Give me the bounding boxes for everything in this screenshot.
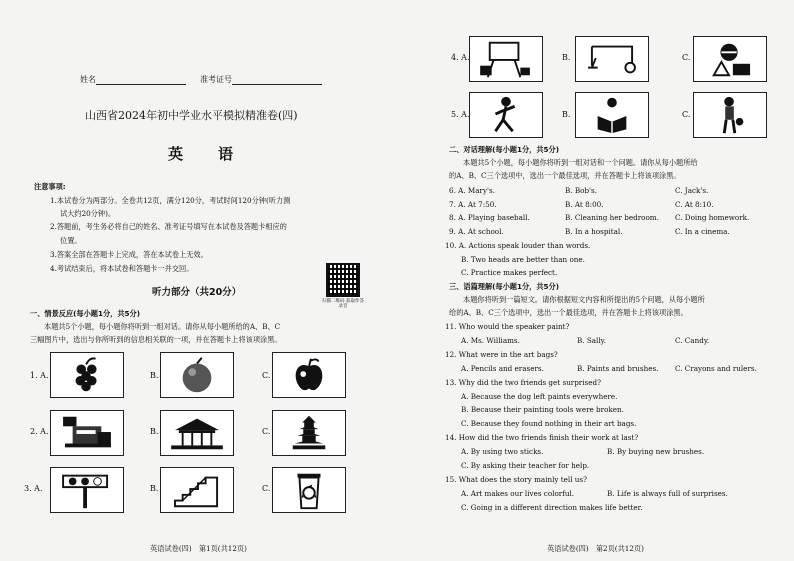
option-picture[interactable] bbox=[160, 352, 234, 398]
row-label: 1. A. bbox=[30, 371, 49, 380]
name-blank[interactable] bbox=[96, 76, 186, 85]
row-label: 4. A. bbox=[451, 53, 470, 62]
row-label: C. bbox=[682, 110, 691, 119]
q11-option-b[interactable]: B. Sally. bbox=[577, 336, 607, 345]
q6-option-c[interactable]: C. Jack's. bbox=[675, 186, 709, 195]
q10-option-a[interactable]: 10. A. Actions speak louder than words. bbox=[445, 241, 591, 250]
q12-option-a[interactable]: A. Pencils and erasers. bbox=[461, 364, 544, 373]
page-footer: 英语试卷(四) 第2页(共12页) bbox=[547, 544, 644, 553]
option-picture[interactable] bbox=[693, 92, 767, 138]
q13-option-a[interactable]: A. Because the dog left paints everywhere. bbox=[461, 392, 618, 401]
q14-option-b[interactable]: B. By buying new brushes. bbox=[607, 447, 705, 456]
drawing-board-icon bbox=[470, 37, 542, 81]
option-picture[interactable] bbox=[50, 467, 124, 513]
option-picture[interactable] bbox=[272, 410, 346, 456]
factory-machine-icon bbox=[51, 411, 123, 455]
exam-no-label: 准考证号 bbox=[200, 75, 232, 84]
row-label: C. bbox=[262, 371, 271, 380]
reading-girl-icon bbox=[576, 93, 648, 137]
exam-title: 山西省2024年初中学业水平模拟精准卷(四) bbox=[85, 109, 298, 122]
q15-option-c[interactable]: C. Going in a different direction makes life better. bbox=[461, 503, 643, 512]
q11-question: 11. Who would the speaker paint? bbox=[445, 322, 570, 331]
temple-icon bbox=[161, 411, 233, 455]
row-label: 5. A. bbox=[451, 110, 470, 119]
q13-question: 13. Why did the two friends get surprised? bbox=[445, 378, 601, 387]
option-picture[interactable] bbox=[160, 410, 234, 456]
section1-desc: 三幅图片中，选出与你所听到的信息相关联的一项，并在答题卡上将该项涂黑。 bbox=[30, 335, 282, 344]
q8-option-a[interactable]: 8. A. Playing baseball. bbox=[449, 213, 530, 222]
q11-option-c[interactable]: C. Candy. bbox=[675, 336, 710, 345]
apple-icon bbox=[273, 353, 345, 397]
q7-option-b[interactable]: B. At 8:00. bbox=[565, 200, 604, 209]
name-label: 姓名 bbox=[80, 75, 96, 84]
q7-option-c[interactable]: C. At 8:10. bbox=[675, 200, 714, 209]
option-picture[interactable] bbox=[575, 36, 649, 82]
notice-line: 试大约20分钟)。 bbox=[60, 209, 116, 218]
option-picture[interactable] bbox=[693, 36, 767, 82]
notice-line: 2.答题前，考生务必将自己的姓名、准考证号填写在本试卷及答题卡相应的 bbox=[50, 222, 287, 231]
row-label: C. bbox=[262, 484, 271, 493]
orange-icon bbox=[161, 353, 233, 397]
q8-option-b[interactable]: B. Cleaning her bedroom. bbox=[565, 213, 659, 222]
q8-option-c[interactable]: C. Doing homework. bbox=[675, 213, 750, 222]
exam-no-field[interactable] bbox=[200, 75, 322, 85]
q12-option-b[interactable]: B. Paints and brushes. bbox=[577, 364, 659, 373]
q10-option-b[interactable]: B. Two heads are better than one. bbox=[461, 255, 585, 264]
traffic-light-icon bbox=[51, 468, 123, 512]
name-field[interactable] bbox=[80, 75, 186, 85]
section3-desc: 本题你将听到一篇短文。请你根据短文内容和所提出的5个问题，从每小题所 bbox=[463, 295, 705, 304]
row-label: B. bbox=[150, 484, 159, 493]
row-label: B. bbox=[150, 371, 159, 380]
science-tools-icon bbox=[694, 37, 766, 81]
circuit-bulb-icon bbox=[576, 37, 648, 81]
running-girl-icon bbox=[470, 93, 542, 137]
q10-option-c[interactable]: C. Practice makes perfect. bbox=[461, 268, 558, 277]
option-picture[interactable] bbox=[50, 352, 124, 398]
row-label: C. bbox=[682, 53, 691, 62]
q12-question: 12. What were in the art bags? bbox=[445, 350, 558, 359]
q14-option-a[interactable]: A. By using two sticks. bbox=[461, 447, 544, 456]
girl-with-ball-icon bbox=[694, 93, 766, 137]
section2-desc: 的A、B、C三个选项中，选出一个最佳选项，并在答题卡上将该项涂黑。 bbox=[449, 171, 681, 180]
notice-line: 1.本试卷分为两部分。全卷共12页，满分120分，考试时间120分钟(听力测 bbox=[50, 196, 291, 205]
option-picture[interactable] bbox=[50, 410, 124, 456]
recycle-bin-icon bbox=[273, 468, 345, 512]
page-footer: 英语试卷(四) 第1页(共12页) bbox=[150, 544, 247, 553]
row-label: B. bbox=[562, 53, 571, 62]
q13-option-b[interactable]: B. Because their painting tools were broken. bbox=[461, 405, 624, 414]
q15-option-a[interactable]: A. Art makes our lives colorful. bbox=[461, 489, 575, 498]
option-picture[interactable] bbox=[575, 92, 649, 138]
q7-option-a[interactable]: 7. A. At 7:50. bbox=[449, 200, 497, 209]
subject-title: 英 语 bbox=[168, 145, 244, 163]
pagoda-icon bbox=[273, 411, 345, 455]
q9-option-b[interactable]: B. In a hospital. bbox=[565, 227, 623, 236]
q14-option-c[interactable]: C. By asking their teacher for help. bbox=[461, 461, 590, 470]
section1-title: 一、情景反应(每小题1分，共5分) bbox=[30, 309, 141, 318]
section1-desc: 本题共5个小题，每小题你将听到一组对话。请你从每小题所给的A、B、C bbox=[44, 322, 281, 331]
option-picture[interactable] bbox=[272, 352, 346, 398]
row-label: B. bbox=[150, 427, 159, 436]
q11-option-a[interactable]: A. Ms. Williams. bbox=[461, 336, 520, 345]
row-label: 3. A. bbox=[24, 484, 43, 493]
q15-question: 15. What does the story mainly tell us? bbox=[445, 475, 587, 484]
q9-option-a[interactable]: 9. A. At school. bbox=[449, 227, 504, 236]
section3-desc: 给的A、B、C三个选项中，选出一个最佳选项，并在答题卡上将该项涂黑。 bbox=[449, 308, 688, 317]
option-picture[interactable] bbox=[469, 36, 543, 82]
notice-line: 4.考试结束后，将本试卷和答题卡一并交回。 bbox=[50, 264, 194, 273]
q6-option-a[interactable]: 6. A. Mary's. bbox=[449, 186, 495, 195]
notice-title: 注意事项: bbox=[34, 182, 66, 191]
section2-title: 二、对话理解(每小题1分，共5分) bbox=[449, 145, 560, 154]
section3-title: 三、语篇理解(每小题1分，共5分) bbox=[449, 282, 560, 291]
row-label: B. bbox=[562, 110, 571, 119]
section2-desc: 本题共5个小题，每小题你将听到一组对话和一个问题。请你从每小题所给 bbox=[463, 158, 698, 167]
exam-no-blank[interactable] bbox=[232, 76, 322, 85]
q6-option-b[interactable]: B. Bob's. bbox=[565, 186, 598, 195]
row-label: C. bbox=[262, 427, 271, 436]
notice-line: 3.答案全部在答题卡上完成，答在本试卷上无效。 bbox=[50, 250, 208, 259]
q13-option-c[interactable]: C. Because they found nothing in their art bags. bbox=[461, 419, 637, 428]
stairs-icon bbox=[161, 468, 233, 512]
option-picture[interactable] bbox=[160, 467, 234, 513]
grapes-icon bbox=[51, 353, 123, 397]
option-picture[interactable] bbox=[469, 92, 543, 138]
q9-option-c[interactable]: C. In a cinema. bbox=[675, 227, 730, 236]
qr-code-icon[interactable] bbox=[326, 263, 360, 297]
page-2 bbox=[397, 0, 794, 561]
option-picture[interactable] bbox=[272, 467, 346, 513]
q14-question: 14. How did the two friends finish their work at last? bbox=[445, 433, 639, 442]
qr-caption: 扫描二维码 获取作答录音 bbox=[322, 299, 364, 309]
notice-line: 位置。 bbox=[60, 236, 82, 245]
listening-title: 听力部分（共20分） bbox=[152, 287, 242, 298]
row-label: 2. A. bbox=[30, 427, 49, 436]
q12-option-c[interactable]: C. Crayons and rulers. bbox=[675, 364, 757, 373]
q15-option-b[interactable]: B. Life is always full of surprises. bbox=[607, 489, 728, 498]
